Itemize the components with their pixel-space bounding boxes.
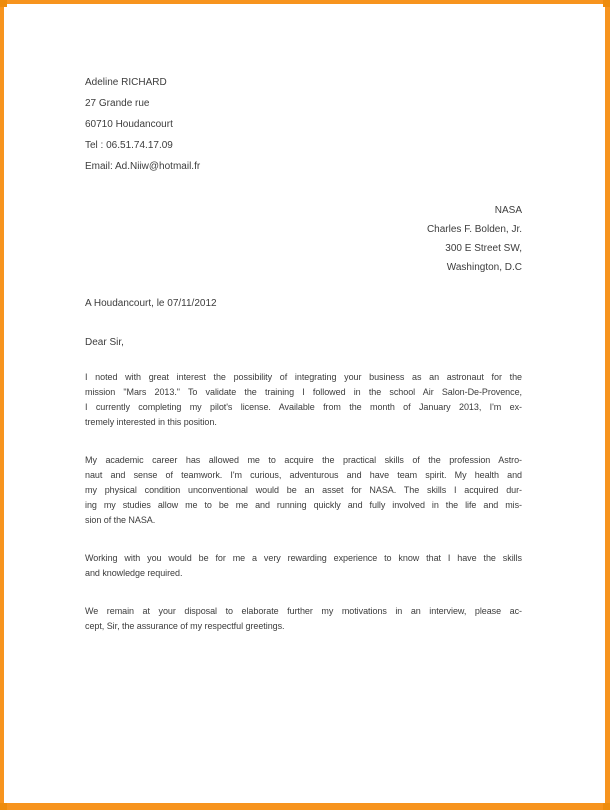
- sender-street: 27 Grande rue: [85, 98, 150, 109]
- letter-body: [85, 370, 522, 634]
- corner-mark: [0, 803, 7, 810]
- paragraph-line: cept, Sir, the assurance of my respectful greetings.: [85, 621, 285, 631]
- paragraph-line: and knowledge required.: [85, 568, 183, 578]
- sender-phone: Tel : 06.51.74.17.09: [85, 140, 173, 151]
- recipient-street: 300 E Street SW,: [445, 243, 522, 254]
- paragraph-line: My academic career has allowed me to acquire the practical skills of the profession Astro-: [85, 455, 522, 465]
- paragraph: [85, 370, 522, 430]
- paragraph-line: I noted with great interest the possibility of integrating your business as an astronaut for the: [85, 372, 522, 382]
- paragraph-line: Working with you would be for me a very rewarding experience to know that I have the skills: [85, 553, 522, 563]
- letter-page: [4, 4, 605, 803]
- recipient-address-block: [85, 201, 522, 277]
- recipient-contact: Charles F. Bolden, Jr.: [426, 224, 522, 235]
- paragraph-line: ing my studies allow me to be me and running quickly and fully involved in the life and mis-: [85, 500, 522, 510]
- corner-mark: [603, 803, 610, 810]
- sender-email: Email: Ad.Niiw@hotmail.fr: [85, 161, 201, 172]
- date-line: A Houdancourt, le 07/11/2012: [85, 298, 217, 309]
- paragraph-line: mission "Mars 2013." To validate the training I followed in the school Air Salon-De-Provence,: [85, 387, 522, 397]
- paragraph: [85, 604, 522, 634]
- paragraph-line: We remain at your disposal to elaborate further my motivations in an interview, please ac-: [85, 606, 522, 616]
- salutation: Dear Sir,: [85, 337, 124, 348]
- recipient-org: NASA: [494, 205, 522, 216]
- paragraph-line: naut and sense of teamwork. I'm curious, adventurous and have team spirit. My health and: [85, 470, 522, 480]
- paragraph-line: tremely interested in this position.: [85, 417, 217, 427]
- sender-city: 60710 Houdancourt: [85, 119, 173, 130]
- sender-name: Adeline RICHARD: [85, 77, 167, 88]
- paragraph-line: sion of the NASA.: [85, 515, 156, 525]
- paragraph-line: I currently completing my pilot's license. Available from the month of January 2013, I'm ex-: [85, 402, 522, 412]
- sender-address-block: [85, 72, 522, 177]
- paragraph: [85, 551, 522, 581]
- paragraph: [85, 453, 522, 528]
- recipient-city: Washington, D.C: [446, 262, 522, 273]
- paragraph-line: my physical condition unconventional would be an asset for NASA. The skills I acquired dur-: [85, 485, 522, 495]
